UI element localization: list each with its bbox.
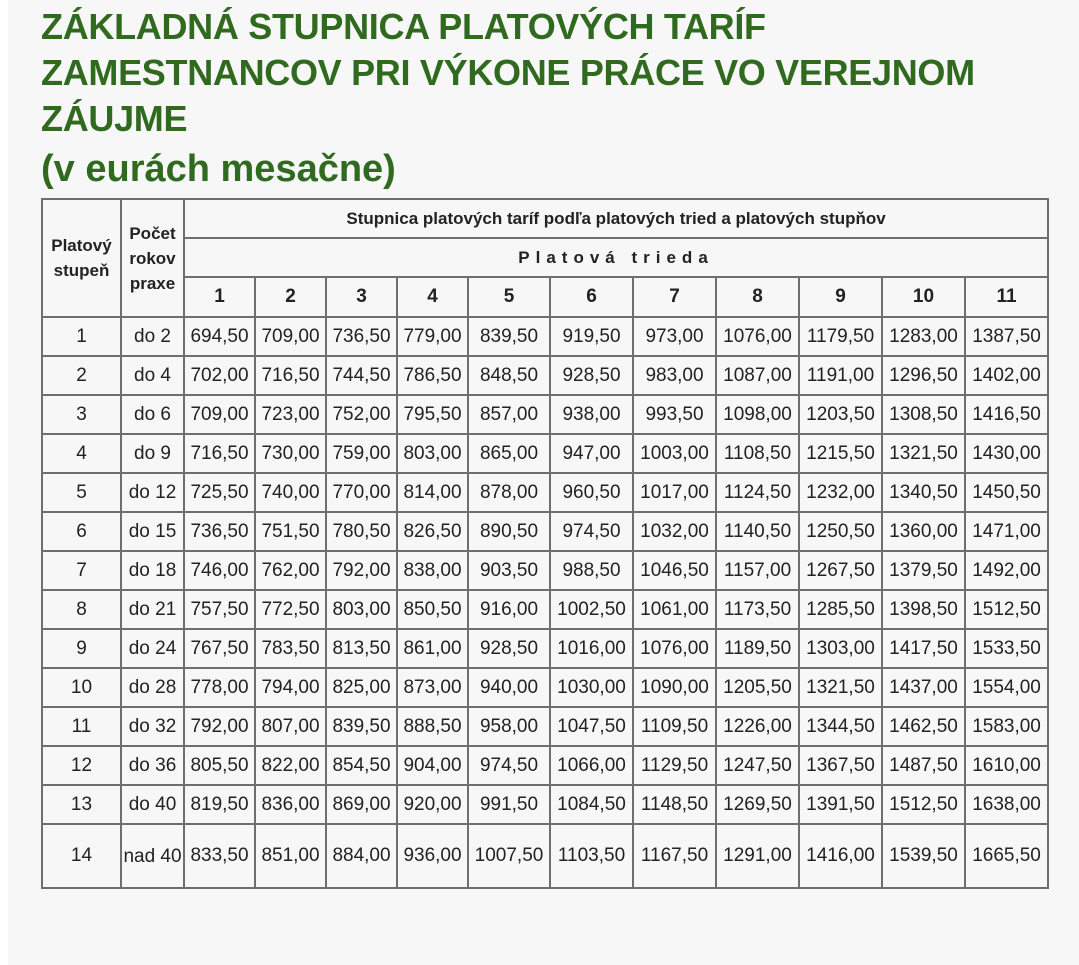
- cell-value: 1247,50: [716, 746, 799, 785]
- cell-value: 1583,00: [965, 707, 1048, 746]
- cell-value: 805,50: [184, 746, 255, 785]
- cell-value: 1296,50: [882, 356, 965, 395]
- cell-value: 1098,00: [716, 395, 799, 434]
- cell-value: 928,50: [550, 356, 633, 395]
- cell-praxe: nad 40: [121, 824, 184, 888]
- cell-value: 1084,50: [550, 785, 633, 824]
- cell-value: 861,00: [397, 629, 468, 668]
- cell-value: 757,50: [184, 590, 255, 629]
- cell-value: 1379,50: [882, 551, 965, 590]
- cell-value: 1148,50: [633, 785, 716, 824]
- cell-value: 792,00: [326, 551, 397, 590]
- cell-value: 736,50: [184, 512, 255, 551]
- table-row: [42, 512, 1048, 551]
- cell-value: 1430,00: [965, 434, 1048, 473]
- cell-praxe: do 21: [121, 590, 184, 629]
- cell-value: 988,50: [550, 551, 633, 590]
- cell-value: 1189,50: [716, 629, 799, 668]
- cell-value: 1471,00: [965, 512, 1048, 551]
- cell-value: 786,50: [397, 356, 468, 395]
- cell-value: 938,00: [550, 395, 633, 434]
- cell-value: 1179,50: [799, 317, 882, 356]
- cell-value: 958,00: [468, 707, 550, 746]
- cell-value: 1087,00: [716, 356, 799, 395]
- cell-value: 940,00: [468, 668, 550, 707]
- page-title: ZÁKLADNÁ STUPNICA PLATOVÝCH TARÍF ZAMESTNANCOV PRI VÝKONE PRÁCE VO VEREJNOM ZÁUJME: [41, 6, 975, 139]
- cell-value: 814,00: [397, 473, 468, 512]
- cell-value: 730,00: [255, 434, 326, 473]
- cell-value: 1267,50: [799, 551, 882, 590]
- cell-value: 1539,50: [882, 824, 965, 888]
- cell-value: 1007,50: [468, 824, 550, 888]
- cell-value: 772,50: [255, 590, 326, 629]
- cell-value: 1340,50: [882, 473, 965, 512]
- cell-value: 1437,00: [882, 668, 965, 707]
- cell-value: 920,00: [397, 785, 468, 824]
- cell-stupen: 1: [42, 317, 121, 356]
- cell-value: 752,00: [326, 395, 397, 434]
- cell-stupen: 7: [42, 551, 121, 590]
- cell-value: 1250,50: [799, 512, 882, 551]
- table-row: [42, 746, 1048, 785]
- page: [8, 0, 1079, 965]
- cell-value: 709,00: [255, 317, 326, 356]
- cell-value: 1103,50: [550, 824, 633, 888]
- cell-value: 916,00: [468, 590, 550, 629]
- cell-value: 1124,50: [716, 473, 799, 512]
- cell-value: 903,50: [468, 551, 550, 590]
- cell-stupen: 6: [42, 512, 121, 551]
- cell-value: 936,00: [397, 824, 468, 888]
- cell-value: 928,50: [468, 629, 550, 668]
- cell-value: 770,00: [326, 473, 397, 512]
- cell-value: 792,00: [184, 707, 255, 746]
- cell-value: 778,00: [184, 668, 255, 707]
- cell-praxe: do 36: [121, 746, 184, 785]
- cell-praxe: do 9: [121, 434, 184, 473]
- cell-value: 873,00: [397, 668, 468, 707]
- cell-value: 1638,00: [965, 785, 1048, 824]
- cell-value: 783,50: [255, 629, 326, 668]
- header-class: 9: [799, 277, 882, 317]
- table-row: [42, 356, 1048, 395]
- table-row: [42, 590, 1048, 629]
- cell-value: 1030,00: [550, 668, 633, 707]
- header-class: 10: [882, 277, 965, 317]
- header-praxe: Počet rokov praxe: [121, 199, 184, 317]
- cell-value: 1066,00: [550, 746, 633, 785]
- cell-stupen: 5: [42, 473, 121, 512]
- cell-value: 794,00: [255, 668, 326, 707]
- cell-value: 919,50: [550, 317, 633, 356]
- table-row: [42, 785, 1048, 824]
- table-row: [42, 824, 1048, 888]
- cell-value: 694,50: [184, 317, 255, 356]
- cell-value: 1665,50: [965, 824, 1048, 888]
- header-class: 8: [716, 277, 799, 317]
- cell-praxe: do 6: [121, 395, 184, 434]
- header-class: 7: [633, 277, 716, 317]
- cell-value: 1360,00: [882, 512, 965, 551]
- cell-value: 740,00: [255, 473, 326, 512]
- cell-value: 851,00: [255, 824, 326, 888]
- table-row: [42, 551, 1048, 590]
- cell-value: 884,00: [326, 824, 397, 888]
- cell-value: 1321,50: [799, 668, 882, 707]
- cell-value: 1283,00: [882, 317, 965, 356]
- table-row: [42, 707, 1048, 746]
- cell-stupen: 9: [42, 629, 121, 668]
- cell-value: 759,00: [326, 434, 397, 473]
- cell-value: 838,00: [397, 551, 468, 590]
- cell-value: 762,00: [255, 551, 326, 590]
- header-class: 2: [255, 277, 326, 317]
- cell-praxe: do 40: [121, 785, 184, 824]
- cell-value: 744,50: [326, 356, 397, 395]
- cell-value: 725,50: [184, 473, 255, 512]
- cell-value: 888,50: [397, 707, 468, 746]
- cell-value: 1450,50: [965, 473, 1048, 512]
- cell-value: 1108,50: [716, 434, 799, 473]
- cell-value: 1416,00: [799, 824, 882, 888]
- cell-value: 702,00: [184, 356, 255, 395]
- cell-value: 850,50: [397, 590, 468, 629]
- cell-praxe: do 12: [121, 473, 184, 512]
- header-stupen: Platový stupeň: [42, 199, 121, 317]
- cell-praxe: do 24: [121, 629, 184, 668]
- cell-value: 836,00: [255, 785, 326, 824]
- cell-value: 1308,50: [882, 395, 965, 434]
- cell-stupen: 4: [42, 434, 121, 473]
- cell-value: 839,50: [326, 707, 397, 746]
- cell-value: 1512,50: [882, 785, 965, 824]
- cell-value: 1140,50: [716, 512, 799, 551]
- cell-praxe: do 2: [121, 317, 184, 356]
- cell-value: 869,00: [326, 785, 397, 824]
- cell-value: 1157,00: [716, 551, 799, 590]
- cell-value: 1017,00: [633, 473, 716, 512]
- cell-value: 1203,50: [799, 395, 882, 434]
- cell-stupen: 13: [42, 785, 121, 824]
- cell-value: 1167,50: [633, 824, 716, 888]
- cell-value: 878,00: [468, 473, 550, 512]
- cell-value: 1487,50: [882, 746, 965, 785]
- table-row: [42, 668, 1048, 707]
- cell-value: 1032,00: [633, 512, 716, 551]
- cell-value: 1226,00: [716, 707, 799, 746]
- cell-value: 983,00: [633, 356, 716, 395]
- cell-stupen: 11: [42, 707, 121, 746]
- cell-value: 890,50: [468, 512, 550, 551]
- cell-value: 1610,00: [965, 746, 1048, 785]
- cell-value: 865,00: [468, 434, 550, 473]
- cell-value: 1173,50: [716, 590, 799, 629]
- salary-table: [41, 198, 1049, 889]
- cell-value: 795,50: [397, 395, 468, 434]
- cell-value: 825,00: [326, 668, 397, 707]
- cell-value: 1002,50: [550, 590, 633, 629]
- cell-value: 1417,50: [882, 629, 965, 668]
- cell-value: 822,00: [255, 746, 326, 785]
- cell-stupen: 8: [42, 590, 121, 629]
- cell-value: 709,00: [184, 395, 255, 434]
- page-subtitle: (v eurách mesačne): [41, 148, 396, 190]
- cell-praxe: do 4: [121, 356, 184, 395]
- cell-praxe: do 15: [121, 512, 184, 551]
- table-row: [42, 473, 1048, 512]
- cell-value: 1387,50: [965, 317, 1048, 356]
- cell-stupen: 12: [42, 746, 121, 785]
- cell-value: 1205,50: [716, 668, 799, 707]
- cell-value: 854,50: [326, 746, 397, 785]
- cell-value: 947,00: [550, 434, 633, 473]
- cell-value: 813,50: [326, 629, 397, 668]
- cell-value: 1076,00: [633, 629, 716, 668]
- cell-value: 1046,50: [633, 551, 716, 590]
- header-class: 5: [468, 277, 550, 317]
- cell-value: 848,50: [468, 356, 550, 395]
- cell-value: 1367,50: [799, 746, 882, 785]
- cell-value: 1416,50: [965, 395, 1048, 434]
- cell-value: 857,00: [468, 395, 550, 434]
- cell-value: 1215,50: [799, 434, 882, 473]
- cell-value: 751,50: [255, 512, 326, 551]
- cell-value: 1076,00: [716, 317, 799, 356]
- cell-value: 1047,50: [550, 707, 633, 746]
- cell-value: 1003,00: [633, 434, 716, 473]
- cell-value: 746,00: [184, 551, 255, 590]
- cell-stupen: 3: [42, 395, 121, 434]
- table-row: [42, 395, 1048, 434]
- cell-value: 819,50: [184, 785, 255, 824]
- cell-praxe: do 18: [121, 551, 184, 590]
- cell-value: 1269,50: [716, 785, 799, 824]
- cell-value: 716,50: [184, 434, 255, 473]
- cell-value: 1303,00: [799, 629, 882, 668]
- cell-value: 1061,00: [633, 590, 716, 629]
- cell-value: 1462,50: [882, 707, 965, 746]
- cell-value: 904,00: [397, 746, 468, 785]
- cell-value: 1492,00: [965, 551, 1048, 590]
- cell-value: 1554,00: [965, 668, 1048, 707]
- cell-praxe: do 28: [121, 668, 184, 707]
- header-main: Stupnica platových taríf podľa platových tried a platových stupňov: [184, 199, 1048, 238]
- cell-value: 1129,50: [633, 746, 716, 785]
- cell-value: 973,00: [633, 317, 716, 356]
- cell-value: 1398,50: [882, 590, 965, 629]
- cell-value: 1232,00: [799, 473, 882, 512]
- cell-value: 960,50: [550, 473, 633, 512]
- cell-value: 803,00: [397, 434, 468, 473]
- cell-value: 974,50: [468, 746, 550, 785]
- cell-value: 839,50: [468, 317, 550, 356]
- cell-value: 991,50: [468, 785, 550, 824]
- header-trieda: Platová trieda: [184, 238, 1048, 277]
- cell-value: 1391,50: [799, 785, 882, 824]
- cell-value: 780,50: [326, 512, 397, 551]
- cell-value: 974,50: [550, 512, 633, 551]
- cell-value: 1402,00: [965, 356, 1048, 395]
- cell-value: 1533,50: [965, 629, 1048, 668]
- header-class: 1: [184, 277, 255, 317]
- header-class: 11: [965, 277, 1048, 317]
- header-class: 6: [550, 277, 633, 317]
- cell-stupen: 10: [42, 668, 121, 707]
- cell-value: 993,50: [633, 395, 716, 434]
- cell-value: 1344,50: [799, 707, 882, 746]
- cell-value: 826,50: [397, 512, 468, 551]
- cell-value: 1090,00: [633, 668, 716, 707]
- cell-value: 736,50: [326, 317, 397, 356]
- cell-value: 1016,00: [550, 629, 633, 668]
- cell-value: 779,00: [397, 317, 468, 356]
- cell-value: 723,00: [255, 395, 326, 434]
- cell-value: 1512,50: [965, 590, 1048, 629]
- cell-value: 833,50: [184, 824, 255, 888]
- cell-value: 1291,00: [716, 824, 799, 888]
- table-row: [42, 434, 1048, 473]
- cell-value: 807,00: [255, 707, 326, 746]
- table-row: [42, 629, 1048, 668]
- cell-value: 803,00: [326, 590, 397, 629]
- cell-praxe: do 32: [121, 707, 184, 746]
- cell-value: 1191,00: [799, 356, 882, 395]
- cell-value: 767,50: [184, 629, 255, 668]
- cell-value: 1109,50: [633, 707, 716, 746]
- table-row: [42, 317, 1048, 356]
- cell-value: 1285,50: [799, 590, 882, 629]
- cell-value: 716,50: [255, 356, 326, 395]
- header-class: 4: [397, 277, 468, 317]
- cell-value: 1321,50: [882, 434, 965, 473]
- header-class: 3: [326, 277, 397, 317]
- cell-stupen: 2: [42, 356, 121, 395]
- cell-stupen: 14: [42, 824, 121, 888]
